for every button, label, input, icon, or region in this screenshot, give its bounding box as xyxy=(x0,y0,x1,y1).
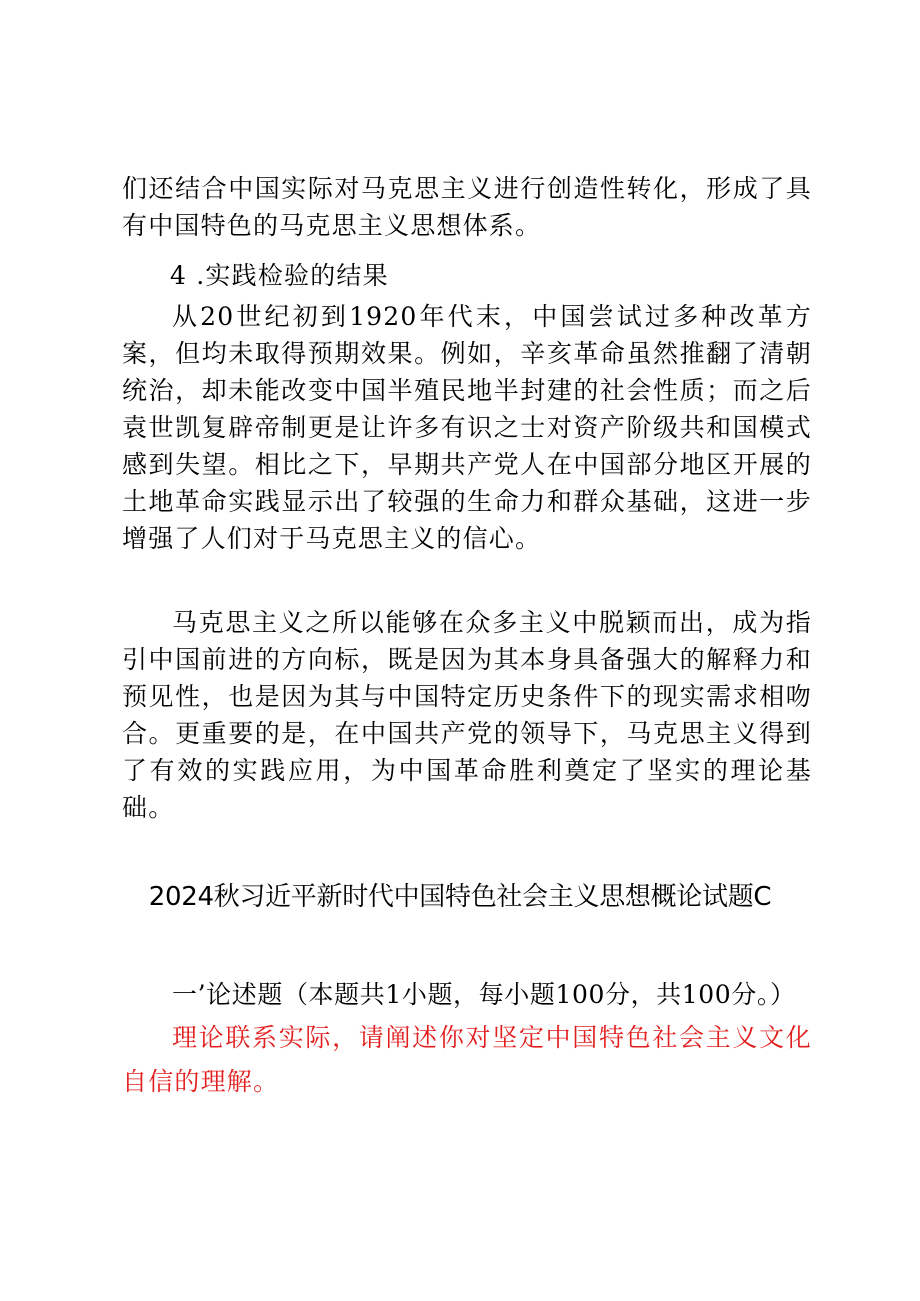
essay-question: 理论联系实际，请阐述你对坚定中国特色社会主义文化自信的理解。 xyxy=(122,1023,812,1096)
paragraph-practice-results: 从20世纪初到1920年代末，中国尝试过多种改革方案，但均未取得预期效果。例如，辛亥革命虽然推翻了清朝统治，却未能改变中国半殖民地半封建的社会性质；而之后袁世凯复辟帝制更是让许多有识之士对资产阶级共和国模式感到失望。相比之下，早期共产党人在中国部分地区开展的土地革命实践显示出了较强的生命力和群众基础，这进一步增强了人们对于马克思主义的信心。 xyxy=(122,302,812,553)
subheading-practice-test: 4 .实践检验的结果 xyxy=(170,261,389,290)
exam-title: 2024秋习近平新时代中国特色社会主义思想概论试题C xyxy=(148,882,772,912)
paragraph-continuation: 们还结合中国实际对马克思主义进行创造性转化，形成了具有中国特色的马克思主义思想体系。 xyxy=(122,174,812,240)
paragraph-conclusion: 马克思主义之所以能够在众多主义中脱颖而出，成为指引中国前进的方向标，既是因为其本身具备强大的解释力和预见性，也是因为其与中国特定历史条件下的现实需求相吻合。更重要的是，在中国共产党的领导下，马克思主义得到了有效的实践应用，为中国革命胜利奠定了坚实的理论基础。 xyxy=(122,608,812,822)
section-heading: 一’论述题（本题共1小题，每小题100分，共100分。） xyxy=(172,980,796,1009)
